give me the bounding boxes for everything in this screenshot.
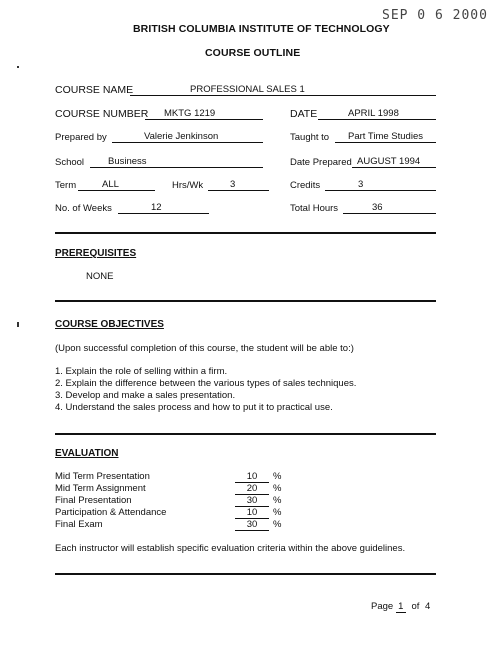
scan-speck [17,322,19,327]
section-divider [55,232,436,234]
date-prepared-value: AUGUST 1994 [357,156,421,167]
term-value: ALL [102,179,119,190]
hrs-wk-line [208,190,269,191]
document-title: COURSE OUTLINE [205,47,301,59]
evaluation-item-percent: 10 [235,507,269,519]
evaluation-row [55,471,315,483]
page-label: Page [371,601,394,612]
credits-line [325,190,436,191]
course-number-value: MKTG 1219 [164,108,216,119]
school-label: School [55,157,85,168]
evaluation-note: Each instructor will establish specific evaluation criteria within the above guidelines. [55,543,406,554]
date-value: APRIL 1998 [348,108,399,119]
term-line [78,190,155,191]
school-value: Business [108,156,147,167]
evaluation-row [55,495,315,507]
percent-sign: % [273,471,282,482]
evaluation-item-percent: 20 [235,483,269,495]
hrs-wk-label: Hrs/Wk [172,180,204,191]
scan-speck [17,66,19,68]
course-name-label: COURSE NAME [55,84,134,96]
objective-item: 1. Explain the role of selling within a firm. [55,366,228,377]
evaluation-item-percent: 10 [235,471,269,483]
course-number-label: COURSE NUMBER [55,108,149,120]
percent-sign: % [273,495,282,506]
evaluation-row [55,507,315,519]
prerequisites-value: NONE [86,271,114,282]
page-number [371,601,430,613]
page-of-label: of [411,601,420,612]
received-stamp: SEP 0 6 2000 [382,8,488,23]
weeks-label: No. of Weeks [55,203,112,214]
page-current: 1 [396,602,406,613]
evaluation-item-name: Participation & Attendance [55,507,167,518]
percent-sign: % [273,483,282,494]
evaluation-item-name: Final Presentation [55,495,132,506]
prepared-by-label: Prepared by [55,132,107,143]
institute-name: BRITISH COLUMBIA INSTITUTE OF TECHNOLOGY [133,23,390,35]
evaluation-item-name: Final Exam [55,519,103,530]
prerequisites-heading: PREREQUISITES [55,248,137,259]
objectives-intro: (Upon successful completion of this course, the student will be able to:) [55,343,354,354]
term-label: Term [55,180,77,191]
total-hours-line [343,213,436,214]
credits-label: Credits [290,180,321,191]
objective-item: 3. Develop and make a sales presentation. [55,390,236,401]
evaluation-row [55,483,315,495]
credits-value: 3 [358,179,364,190]
total-hours-label: Total Hours [290,203,339,214]
date-prepared-line [352,167,436,168]
weeks-value: 12 [151,202,162,213]
date-prepared-label: Date Prepared [290,157,352,168]
course-name-line [130,95,436,96]
taught-to-line [335,142,436,143]
evaluation-row [55,519,315,531]
prepared-by-value: Valerie Jenkinson [144,131,219,142]
evaluation-heading: EVALUATION [55,448,119,459]
course-name-value: PROFESSIONAL SALES 1 [190,84,305,95]
taught-to-label: Taught to [290,132,330,143]
percent-sign: % [273,507,282,518]
evaluation-item-percent: 30 [235,519,269,531]
course-objectives-heading: COURSE OBJECTIVES [55,319,164,330]
objective-item: 4. Understand the sales process and how to put it to practical use. [55,402,333,413]
section-divider [55,433,436,435]
school-line [90,167,263,168]
percent-sign: % [273,519,282,530]
objective-item: 2. Explain the difference between the various types of sales techniques. [55,378,357,389]
section-divider [55,573,436,575]
section-divider [55,300,436,302]
page-total: 4 [425,601,431,612]
weeks-line [118,213,209,214]
evaluation-item-name: Mid Term Presentation [55,471,150,482]
evaluation-item-percent: 30 [235,495,269,507]
taught-to-value: Part Time Studies [348,131,423,142]
date-label: DATE [290,108,318,120]
course-number-line [145,119,263,120]
hrs-wk-value: 3 [230,179,236,190]
evaluation-item-name: Mid Term Assignment [55,483,146,494]
total-hours-value: 36 [372,202,383,213]
prepared-by-line [112,142,263,143]
date-line [318,119,436,120]
